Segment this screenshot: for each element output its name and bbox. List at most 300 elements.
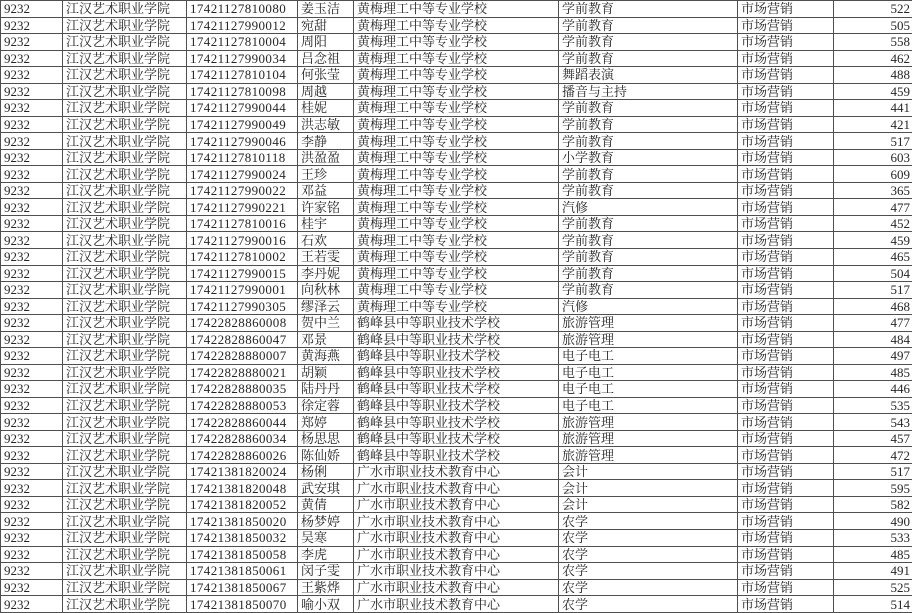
cell-college-name[interactable]: 江汉艺术职业学院 xyxy=(63,67,187,84)
cell-score[interactable]: 497 xyxy=(834,348,912,365)
cell-exam-id[interactable]: 17421127990022 xyxy=(187,182,298,199)
cell-exam-id[interactable]: 17421127990001 xyxy=(187,282,298,299)
cell-origin-major[interactable]: 旅游管理 xyxy=(559,447,738,464)
cell-admitted-major[interactable]: 市场营销 xyxy=(738,331,834,348)
cell-college-name[interactable]: 江汉艺术职业学院 xyxy=(63,17,187,34)
cell-score[interactable]: 517 xyxy=(834,463,912,480)
table-row xyxy=(1,232,912,249)
cell-origin-major[interactable]: 学前教育 xyxy=(559,282,738,299)
cell-student-name[interactable]: 石欢 xyxy=(298,232,354,249)
cell-student-name[interactable]: 吴寒 xyxy=(298,530,354,547)
cell-student-name[interactable]: 黄海燕 xyxy=(298,348,354,365)
cell-exam-id[interactable]: 17422828860026 xyxy=(187,447,298,464)
cell-college-code[interactable]: 9232 xyxy=(1,364,63,381)
cell-score[interactable]: 452 xyxy=(834,215,912,232)
cell-origin-major[interactable]: 学前教育 xyxy=(559,116,738,133)
cell-score[interactable]: 485 xyxy=(834,546,912,563)
cell-origin-school[interactable]: 鹤峰县中等职业技术学校 xyxy=(354,364,559,381)
cell-origin-school[interactable]: 鹤峰县中等职业技术学校 xyxy=(354,414,559,431)
cell-college-code[interactable]: 9232 xyxy=(1,563,63,580)
cell-student-name[interactable]: 陆丹丹 xyxy=(298,381,354,398)
cell-origin-school[interactable]: 广水市职业技术教育中心 xyxy=(354,513,559,530)
cell-college-code[interactable]: 9232 xyxy=(1,166,63,183)
cell-college-code[interactable]: 9232 xyxy=(1,248,63,265)
cell-origin-school[interactable]: 黄梅理工中等专业学校 xyxy=(354,182,559,199)
cell-origin-major[interactable]: 学前教育 xyxy=(559,232,738,249)
cell-score[interactable]: 505 xyxy=(834,17,912,34)
cell-college-code[interactable]: 9232 xyxy=(1,1,63,18)
cell-college-name[interactable]: 江汉艺术职业学院 xyxy=(63,1,187,18)
cell-student-name[interactable]: 杨思思 xyxy=(298,430,354,447)
cell-score[interactable]: 462 xyxy=(834,50,912,67)
cell-origin-school[interactable]: 黄梅理工中等专业学校 xyxy=(354,265,559,282)
cell-score[interactable]: 446 xyxy=(834,381,912,398)
cell-origin-major[interactable]: 汽修 xyxy=(559,298,738,315)
cell-admitted-major[interactable]: 市场营销 xyxy=(738,133,834,150)
cell-admitted-major[interactable]: 市场营销 xyxy=(738,166,834,183)
cell-origin-school[interactable]: 鹤峰县中等职业技术学校 xyxy=(354,331,559,348)
cell-score[interactable]: 522 xyxy=(834,1,912,18)
cell-college-name[interactable]: 江汉艺术职业学院 xyxy=(63,232,187,249)
cell-admitted-major[interactable]: 市场营销 xyxy=(738,596,834,613)
cell-origin-school[interactable]: 黄梅理工中等专业学校 xyxy=(354,298,559,315)
cell-college-code[interactable]: 9232 xyxy=(1,149,63,166)
cell-college-name[interactable]: 江汉艺术职业学院 xyxy=(63,397,187,414)
cell-origin-major[interactable]: 农学 xyxy=(559,530,738,547)
cell-admitted-major[interactable]: 市场营销 xyxy=(738,149,834,166)
cell-origin-major[interactable]: 学前教育 xyxy=(559,133,738,150)
cell-exam-id[interactable]: 17421127990305 xyxy=(187,298,298,315)
cell-origin-major[interactable]: 播音与主持 xyxy=(559,83,738,100)
cell-college-name[interactable]: 江汉艺术职业学院 xyxy=(63,166,187,183)
cell-college-name[interactable]: 江汉艺术职业学院 xyxy=(63,364,187,381)
table-row xyxy=(1,67,912,84)
cell-origin-major[interactable]: 会计 xyxy=(559,480,738,497)
cell-student-name[interactable]: 洪志敏 xyxy=(298,116,354,133)
cell-origin-major[interactable]: 舞蹈表演 xyxy=(559,67,738,84)
cell-college-code[interactable]: 9232 xyxy=(1,447,63,464)
cell-student-name[interactable]: 洪盈盈 xyxy=(298,149,354,166)
cell-admitted-major[interactable]: 市场营销 xyxy=(738,530,834,547)
cell-score[interactable]: 459 xyxy=(834,232,912,249)
cell-student-name[interactable]: 李丹妮 xyxy=(298,265,354,282)
cell-origin-school[interactable]: 黄梅理工中等专业学校 xyxy=(354,248,559,265)
cell-college-code[interactable]: 9232 xyxy=(1,496,63,513)
cell-admitted-major[interactable]: 市场营销 xyxy=(738,1,834,18)
cell-college-name[interactable]: 江汉艺术职业学院 xyxy=(63,83,187,100)
cell-admitted-major[interactable]: 市场营销 xyxy=(738,546,834,563)
cell-exam-id[interactable]: 17422828860044 xyxy=(187,414,298,431)
cell-student-name[interactable]: 周阳 xyxy=(298,34,354,51)
cell-admitted-major[interactable]: 市场营销 xyxy=(738,381,834,398)
cell-college-code[interactable]: 9232 xyxy=(1,546,63,563)
cell-origin-school[interactable]: 黄梅理工中等专业学校 xyxy=(354,83,559,100)
cell-admitted-major[interactable]: 市场营销 xyxy=(738,480,834,497)
cell-score[interactable]: 441 xyxy=(834,100,912,117)
cell-score[interactable]: 468 xyxy=(834,298,912,315)
cell-origin-school[interactable]: 黄梅理工中等专业学校 xyxy=(354,232,559,249)
cell-origin-school[interactable]: 黄梅理工中等专业学校 xyxy=(354,17,559,34)
cell-origin-major[interactable]: 电子电工 xyxy=(559,397,738,414)
cell-origin-school[interactable]: 鹤峰县中等职业技术学校 xyxy=(354,397,559,414)
cell-exam-id[interactable]: 17421127990012 xyxy=(187,17,298,34)
cell-student-name[interactable]: 何张莹 xyxy=(298,67,354,84)
cell-student-name[interactable]: 王若雯 xyxy=(298,248,354,265)
cell-college-code[interactable]: 9232 xyxy=(1,397,63,414)
cell-student-name[interactable]: 桂宇 xyxy=(298,215,354,232)
cell-college-name[interactable]: 江汉艺术职业学院 xyxy=(63,430,187,447)
cell-student-name[interactable]: 徐定蓉 xyxy=(298,397,354,414)
cell-admitted-major[interactable]: 市场营销 xyxy=(738,579,834,596)
cell-exam-id[interactable]: 17421127810104 xyxy=(187,67,298,84)
cell-score[interactable]: 472 xyxy=(834,447,912,464)
cell-college-name[interactable]: 江汉艺术职业学院 xyxy=(63,50,187,67)
cell-admitted-major[interactable]: 市场营销 xyxy=(738,397,834,414)
cell-origin-school[interactable]: 黄梅理工中等专业学校 xyxy=(354,1,559,18)
cell-origin-school[interactable]: 黄梅理工中等专业学校 xyxy=(354,215,559,232)
cell-origin-major[interactable]: 电子电工 xyxy=(559,364,738,381)
cell-origin-major[interactable]: 会计 xyxy=(559,463,738,480)
cell-student-name[interactable]: 吕念祖 xyxy=(298,50,354,67)
cell-college-code[interactable]: 9232 xyxy=(1,315,63,332)
cell-origin-school[interactable]: 广水市职业技术教育中心 xyxy=(354,546,559,563)
cell-origin-school[interactable]: 鹤峰县中等职业技术学校 xyxy=(354,381,559,398)
cell-origin-school[interactable]: 广水市职业技术教育中心 xyxy=(354,579,559,596)
cell-origin-school[interactable]: 鹤峰县中等职业技术学校 xyxy=(354,315,559,332)
cell-college-code[interactable]: 9232 xyxy=(1,67,63,84)
cell-college-name[interactable]: 江汉艺术职业学院 xyxy=(63,596,187,613)
cell-student-name[interactable]: 周越 xyxy=(298,83,354,100)
cell-college-name[interactable]: 江汉艺术职业学院 xyxy=(63,496,187,513)
cell-origin-school[interactable]: 黄梅理工中等专业学校 xyxy=(354,199,559,216)
cell-college-code[interactable]: 9232 xyxy=(1,530,63,547)
cell-origin-major[interactable]: 学前教育 xyxy=(559,17,738,34)
cell-student-name[interactable]: 缪泽云 xyxy=(298,298,354,315)
cell-admitted-major[interactable]: 市场营销 xyxy=(738,348,834,365)
cell-admitted-major[interactable]: 市场营销 xyxy=(738,17,834,34)
cell-college-name[interactable]: 江汉艺术职业学院 xyxy=(63,133,187,150)
cell-college-name[interactable]: 江汉艺术职业学院 xyxy=(63,414,187,431)
cell-college-code[interactable]: 9232 xyxy=(1,513,63,530)
cell-exam-id[interactable]: 17422828880035 xyxy=(187,381,298,398)
cell-college-code[interactable]: 9232 xyxy=(1,34,63,51)
cell-college-code[interactable]: 9232 xyxy=(1,480,63,497)
cell-college-code[interactable]: 9232 xyxy=(1,463,63,480)
cell-college-name[interactable]: 江汉艺术职业学院 xyxy=(63,215,187,232)
cell-admitted-major[interactable]: 市场营销 xyxy=(738,199,834,216)
cell-origin-major[interactable]: 学前教育 xyxy=(559,265,738,282)
cell-student-name[interactable]: 陈仙娇 xyxy=(298,447,354,464)
cell-college-code[interactable]: 9232 xyxy=(1,100,63,117)
cell-college-code[interactable]: 9232 xyxy=(1,133,63,150)
cell-student-name[interactable]: 闵子雯 xyxy=(298,563,354,580)
cell-score[interactable]: 558 xyxy=(834,34,912,51)
cell-origin-school[interactable]: 广水市职业技术教育中心 xyxy=(354,596,559,613)
cell-admitted-major[interactable]: 市场营销 xyxy=(738,83,834,100)
cell-student-name[interactable]: 胡颖 xyxy=(298,364,354,381)
cell-score[interactable]: 514 xyxy=(834,596,912,613)
cell-student-name[interactable]: 李虎 xyxy=(298,546,354,563)
cell-score[interactable]: 533 xyxy=(834,530,912,547)
cell-admitted-major[interactable]: 市场营销 xyxy=(738,463,834,480)
cell-college-name[interactable]: 江汉艺术职业学院 xyxy=(63,513,187,530)
cell-exam-id[interactable]: 17422828880007 xyxy=(187,348,298,365)
cell-exam-id[interactable]: 17421381850070 xyxy=(187,596,298,613)
cell-origin-school[interactable]: 鹤峰县中等职业技术学校 xyxy=(354,447,559,464)
cell-exam-id[interactable]: 17421381850061 xyxy=(187,563,298,580)
cell-college-name[interactable]: 江汉艺术职业学院 xyxy=(63,563,187,580)
cell-admitted-major[interactable]: 市场营销 xyxy=(738,364,834,381)
cell-score[interactable]: 491 xyxy=(834,563,912,580)
cell-admitted-major[interactable]: 市场营销 xyxy=(738,414,834,431)
cell-origin-major[interactable]: 旅游管理 xyxy=(559,331,738,348)
cell-college-name[interactable]: 江汉艺术职业学院 xyxy=(63,463,187,480)
cell-exam-id[interactable]: 17422828860034 xyxy=(187,430,298,447)
cell-student-name[interactable]: 武安琪 xyxy=(298,480,354,497)
cell-college-code[interactable]: 9232 xyxy=(1,298,63,315)
cell-college-name[interactable]: 江汉艺术职业学院 xyxy=(63,579,187,596)
cell-score[interactable]: 582 xyxy=(834,496,912,513)
cell-admitted-major[interactable]: 市场营销 xyxy=(738,116,834,133)
cell-score[interactable]: 543 xyxy=(834,414,912,431)
cell-student-name[interactable]: 宛甜 xyxy=(298,17,354,34)
cell-origin-major[interactable]: 农学 xyxy=(559,546,738,563)
cell-admitted-major[interactable]: 市场营销 xyxy=(738,215,834,232)
cell-exam-id[interactable]: 17422828860047 xyxy=(187,331,298,348)
cell-admitted-major[interactable]: 市场营销 xyxy=(738,282,834,299)
cell-student-name[interactable]: 向秋林 xyxy=(298,282,354,299)
cell-score[interactable]: 490 xyxy=(834,513,912,530)
cell-origin-school[interactable]: 广水市职业技术教育中心 xyxy=(354,563,559,580)
cell-exam-id[interactable]: 17422828880053 xyxy=(187,397,298,414)
cell-college-name[interactable]: 江汉艺术职业学院 xyxy=(63,116,187,133)
cell-college-name[interactable]: 江汉艺术职业学院 xyxy=(63,282,187,299)
cell-exam-id[interactable]: 17421127990015 xyxy=(187,265,298,282)
cell-admitted-major[interactable]: 市场营销 xyxy=(738,496,834,513)
cell-exam-id[interactable]: 17421381850058 xyxy=(187,546,298,563)
cell-admitted-major[interactable]: 市场营销 xyxy=(738,248,834,265)
table-row xyxy=(1,1,912,18)
cell-score[interactable]: 365 xyxy=(834,182,912,199)
cell-college-code[interactable]: 9232 xyxy=(1,116,63,133)
cell-origin-major[interactable]: 电子电工 xyxy=(559,381,738,398)
cell-origin-school[interactable]: 黄梅理工中等专业学校 xyxy=(354,67,559,84)
cell-admitted-major[interactable]: 市场营销 xyxy=(738,430,834,447)
cell-admitted-major[interactable]: 市场营销 xyxy=(738,182,834,199)
cell-origin-major[interactable]: 学前教育 xyxy=(559,100,738,117)
cell-origin-school[interactable]: 黄梅理工中等专业学校 xyxy=(354,133,559,150)
cell-score[interactable]: 459 xyxy=(834,83,912,100)
cell-exam-id[interactable]: 17421127810016 xyxy=(187,215,298,232)
cell-student-name[interactable]: 许家铭 xyxy=(298,199,354,216)
cell-college-code[interactable]: 9232 xyxy=(1,182,63,199)
cell-student-name[interactable]: 李静 xyxy=(298,133,354,150)
cell-student-name[interactable]: 喻小双 xyxy=(298,596,354,613)
cell-college-name[interactable]: 江汉艺术职业学院 xyxy=(63,480,187,497)
cell-college-name[interactable]: 江汉艺术职业学院 xyxy=(63,546,187,563)
cell-student-name[interactable]: 杨俐 xyxy=(298,463,354,480)
cell-origin-major[interactable]: 农学 xyxy=(559,513,738,530)
cell-admitted-major[interactable]: 市场营销 xyxy=(738,315,834,332)
cell-origin-major[interactable]: 电子电工 xyxy=(559,348,738,365)
cell-college-code[interactable]: 9232 xyxy=(1,331,63,348)
cell-exam-id[interactable]: 17421381850020 xyxy=(187,513,298,530)
cell-score[interactable]: 485 xyxy=(834,364,912,381)
cell-exam-id[interactable]: 17422828880021 xyxy=(187,364,298,381)
cell-score[interactable]: 517 xyxy=(834,282,912,299)
cell-college-name[interactable]: 江汉艺术职业学院 xyxy=(63,298,187,315)
cell-admitted-major[interactable]: 市场营销 xyxy=(738,232,834,249)
cell-college-name[interactable]: 江汉艺术职业学院 xyxy=(63,381,187,398)
cell-college-name[interactable]: 江汉艺术职业学院 xyxy=(63,248,187,265)
cell-score[interactable]: 421 xyxy=(834,116,912,133)
cell-origin-major[interactable]: 汽修 xyxy=(559,199,738,216)
cell-origin-major[interactable]: 旅游管理 xyxy=(559,315,738,332)
cell-admitted-major[interactable]: 市场营销 xyxy=(738,298,834,315)
cell-origin-major[interactable]: 学前教育 xyxy=(559,215,738,232)
cell-score[interactable]: 535 xyxy=(834,397,912,414)
cell-exam-id[interactable]: 17421381820052 xyxy=(187,496,298,513)
cell-origin-major[interactable]: 农学 xyxy=(559,596,738,613)
cell-origin-major[interactable]: 学前教育 xyxy=(559,34,738,51)
cell-college-code[interactable]: 9232 xyxy=(1,232,63,249)
cell-origin-major[interactable]: 学前教育 xyxy=(559,50,738,67)
cell-origin-school[interactable]: 广水市职业技术教育中心 xyxy=(354,463,559,480)
cell-admitted-major[interactable]: 市场营销 xyxy=(738,50,834,67)
cell-college-name[interactable]: 江汉艺术职业学院 xyxy=(63,34,187,51)
cell-score[interactable]: 595 xyxy=(834,480,912,497)
cell-origin-school[interactable]: 黄梅理工中等专业学校 xyxy=(354,149,559,166)
cell-college-code[interactable]: 9232 xyxy=(1,579,63,596)
cell-student-name[interactable]: 郑婷 xyxy=(298,414,354,431)
cell-exam-id[interactable]: 17421127990046 xyxy=(187,133,298,150)
cell-origin-school[interactable]: 黄梅理工中等专业学校 xyxy=(354,282,559,299)
cell-exam-id[interactable]: 17422828860008 xyxy=(187,315,298,332)
cell-score[interactable]: 477 xyxy=(834,199,912,216)
table-row xyxy=(1,563,912,580)
cell-college-code[interactable]: 9232 xyxy=(1,348,63,365)
cell-origin-school[interactable]: 鹤峰县中等职业技术学校 xyxy=(354,430,559,447)
cell-score[interactable]: 477 xyxy=(834,315,912,332)
cell-college-code[interactable]: 9232 xyxy=(1,430,63,447)
cell-origin-school[interactable]: 黄梅理工中等专业学校 xyxy=(354,100,559,117)
cell-college-code[interactable]: 9232 xyxy=(1,265,63,282)
cell-origin-school[interactable]: 黄梅理工中等专业学校 xyxy=(354,50,559,67)
cell-exam-id[interactable]: 17421127810004 xyxy=(187,34,298,51)
cell-origin-school[interactable]: 广水市职业技术教育中心 xyxy=(354,496,559,513)
cell-exam-id[interactable]: 17421381820024 xyxy=(187,463,298,480)
cell-college-code[interactable]: 9232 xyxy=(1,17,63,34)
cell-score[interactable]: 504 xyxy=(834,265,912,282)
cell-origin-major[interactable]: 学前教育 xyxy=(559,248,738,265)
cell-exam-id[interactable]: 17421381850032 xyxy=(187,530,298,547)
cell-exam-id[interactable]: 17421381850067 xyxy=(187,579,298,596)
cell-exam-id[interactable]: 17421127990049 xyxy=(187,116,298,133)
cell-student-name[interactable]: 黄倩 xyxy=(298,496,354,513)
cell-admitted-major[interactable]: 市场营销 xyxy=(738,447,834,464)
cell-score[interactable]: 603 xyxy=(834,149,912,166)
cell-origin-major[interactable]: 学前教育 xyxy=(559,166,738,183)
cell-college-code[interactable]: 9232 xyxy=(1,50,63,67)
cell-score[interactable]: 488 xyxy=(834,67,912,84)
cell-exam-id[interactable]: 17421381820048 xyxy=(187,480,298,497)
cell-exam-id[interactable]: 17421127810002 xyxy=(187,248,298,265)
cell-college-name[interactable]: 江汉艺术职业学院 xyxy=(63,265,187,282)
cell-score[interactable]: 484 xyxy=(834,331,912,348)
cell-origin-major[interactable]: 会计 xyxy=(559,496,738,513)
cell-admitted-major[interactable]: 市场营销 xyxy=(738,34,834,51)
cell-student-name[interactable]: 杨梦婷 xyxy=(298,513,354,530)
cell-origin-major[interactable]: 学前教育 xyxy=(559,1,738,18)
cell-exam-id[interactable]: 17421127990034 xyxy=(187,50,298,67)
cell-origin-major[interactable]: 旅游管理 xyxy=(559,430,738,447)
cell-college-code[interactable]: 9232 xyxy=(1,215,63,232)
cell-admitted-major[interactable]: 市场营销 xyxy=(738,563,834,580)
cell-college-code[interactable]: 9232 xyxy=(1,596,63,613)
cell-college-name[interactable]: 江汉艺术职业学院 xyxy=(63,149,187,166)
cell-college-code[interactable]: 9232 xyxy=(1,83,63,100)
cell-student-name[interactable]: 邓景 xyxy=(298,331,354,348)
cell-origin-school[interactable]: 黄梅理工中等专业学校 xyxy=(354,166,559,183)
cell-student-name[interactable]: 王珍 xyxy=(298,166,354,183)
cell-college-name[interactable]: 江汉艺术职业学院 xyxy=(63,182,187,199)
cell-exam-id[interactable]: 17421127990044 xyxy=(187,100,298,117)
cell-admitted-major[interactable]: 市场营销 xyxy=(738,265,834,282)
cell-origin-school[interactable]: 广水市职业技术教育中心 xyxy=(354,480,559,497)
cell-college-code[interactable]: 9232 xyxy=(1,414,63,431)
cell-college-name[interactable]: 江汉艺术职业学院 xyxy=(63,315,187,332)
cell-origin-major[interactable]: 旅游管理 xyxy=(559,414,738,431)
cell-origin-school[interactable]: 广水市职业技术教育中心 xyxy=(354,530,559,547)
cell-origin-major[interactable]: 学前教育 xyxy=(559,182,738,199)
cell-exam-id[interactable]: 17421127990016 xyxy=(187,232,298,249)
cell-exam-id[interactable]: 17421127990024 xyxy=(187,166,298,183)
cell-exam-id[interactable]: 17421127810118 xyxy=(187,149,298,166)
cell-admitted-major[interactable]: 市场营销 xyxy=(738,100,834,117)
cell-college-name[interactable]: 江汉艺术职业学院 xyxy=(63,331,187,348)
cell-score[interactable]: 609 xyxy=(834,166,912,183)
cell-origin-major[interactable]: 农学 xyxy=(559,579,738,596)
cell-admitted-major[interactable]: 市场营销 xyxy=(738,513,834,530)
cell-score[interactable]: 457 xyxy=(834,430,912,447)
cell-college-name[interactable]: 江汉艺术职业学院 xyxy=(63,100,187,117)
cell-exam-id[interactable]: 17421127810080 xyxy=(187,1,298,18)
cell-exam-id[interactable]: 17421127810098 xyxy=(187,83,298,100)
cell-origin-school[interactable]: 鹤峰县中等职业技术学校 xyxy=(354,348,559,365)
cell-student-name[interactable]: 桂妮 xyxy=(298,100,354,117)
cell-college-code[interactable]: 9232 xyxy=(1,282,63,299)
cell-student-name[interactable]: 邓益 xyxy=(298,182,354,199)
cell-college-name[interactable]: 江汉艺术职业学院 xyxy=(63,348,187,365)
cell-origin-major[interactable]: 小学教育 xyxy=(559,149,738,166)
cell-score[interactable]: 465 xyxy=(834,248,912,265)
cell-college-name[interactable]: 江汉艺术职业学院 xyxy=(63,530,187,547)
cell-origin-school[interactable]: 黄梅理工中等专业学校 xyxy=(354,116,559,133)
cell-college-code[interactable]: 9232 xyxy=(1,199,63,216)
cell-origin-major[interactable]: 农学 xyxy=(559,563,738,580)
cell-student-name[interactable]: 姜玉洁 xyxy=(298,1,354,18)
cell-student-name[interactable]: 贺中兰 xyxy=(298,315,354,332)
cell-college-name[interactable]: 江汉艺术职业学院 xyxy=(63,447,187,464)
cell-score[interactable]: 517 xyxy=(834,133,912,150)
cell-origin-school[interactable]: 黄梅理工中等专业学校 xyxy=(354,34,559,51)
cell-college-code[interactable]: 9232 xyxy=(1,381,63,398)
cell-college-name[interactable]: 江汉艺术职业学院 xyxy=(63,199,187,216)
cell-student-name[interactable]: 王紫烨 xyxy=(298,579,354,596)
cell-admitted-major[interactable]: 市场营销 xyxy=(738,67,834,84)
cell-exam-id[interactable]: 17421127990221 xyxy=(187,199,298,216)
cell-score[interactable]: 525 xyxy=(834,579,912,596)
